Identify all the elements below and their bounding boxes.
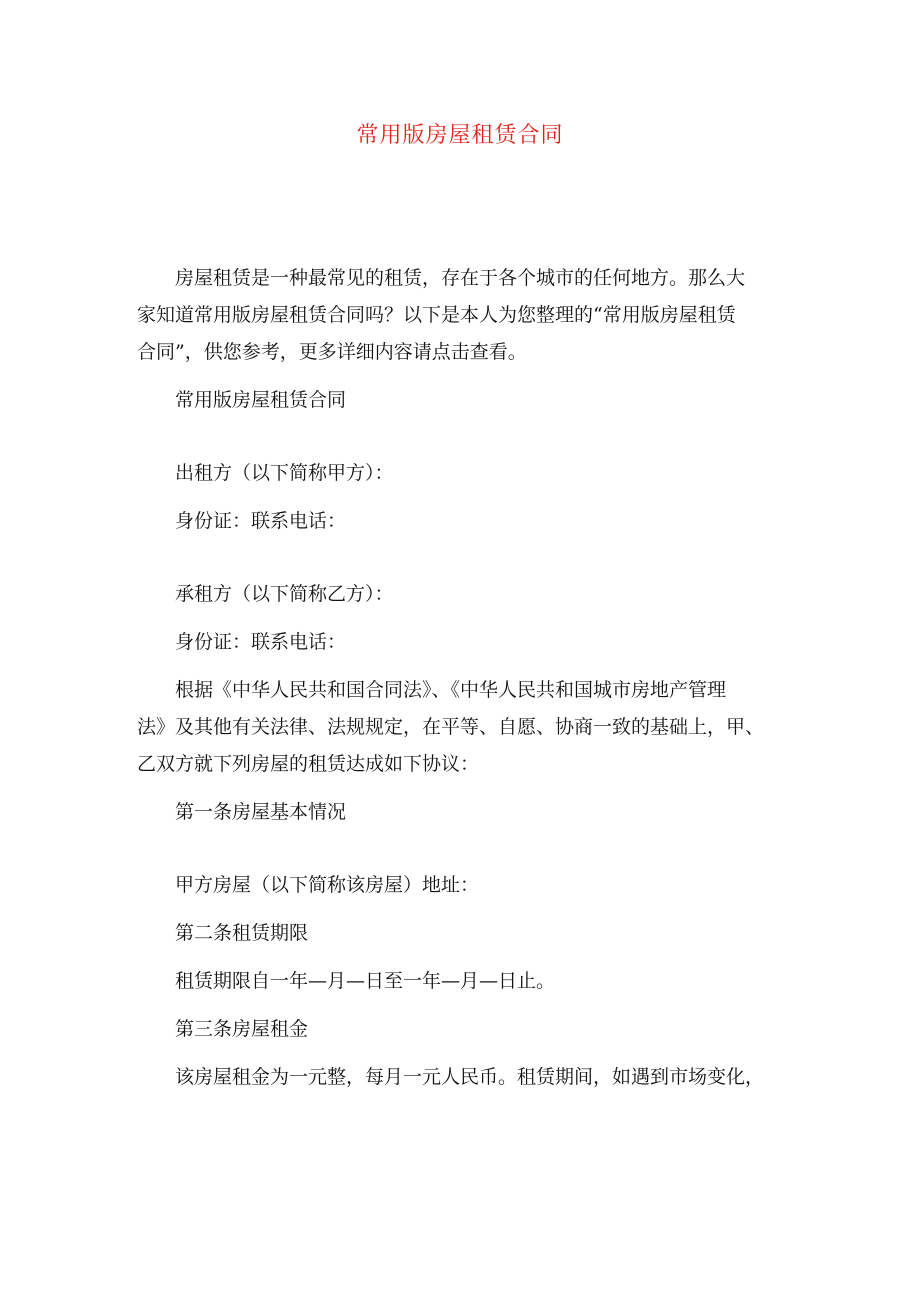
article-1-title: 第一条房屋基本情况 (175, 801, 347, 823)
article-2-title: 第二条租赁期限 (175, 922, 309, 944)
lessee-id-line: 身份证：联系电话： (175, 631, 347, 653)
article-2-text: 租赁期限自一年—月—日至一年—月—日止。 (175, 970, 556, 992)
basis-paragraph (137, 672, 787, 783)
intro-paragraph (137, 260, 787, 371)
article-1-text: 甲方房屋（以下简称该房屋）地址： (175, 874, 480, 896)
intro-line-1: 房屋租赁是一种最常见的租赁，存在于各个城市的任何地方。那么大 (175, 267, 746, 289)
basis-line-3: 乙双方就下列房屋的租赁达成如下协议： (137, 753, 480, 775)
document-body (137, 260, 787, 1096)
document-title: 常用版房屋租赁合同 (356, 123, 564, 148)
subtitle: 常用版房屋租赁合同 (175, 389, 347, 411)
article-3-text: 该房屋租金为一元整，每月一元人民币。租赁期间，如遇到市场变化， (175, 1066, 765, 1088)
lessor-line: 出租方（以下简称甲方）： (175, 462, 394, 484)
intro-line-3: 合同”，供您参考，更多详细内容请点击查看。 (137, 341, 527, 363)
intro-line-2: 家知道常用版房屋租赁合同吗？以下是本人为您整理的“常用版房屋租赁 (137, 304, 736, 326)
article-3-title: 第三条房屋租金 (175, 1018, 309, 1040)
lessor-id-line: 身份证：联系电话： (175, 510, 347, 532)
lessee-line: 承租方（以下简称乙方）： (175, 583, 394, 605)
basis-line-2: 法》及其他有关法律、法规规定，在平等、自愿、协商一致的基础上，甲、 (137, 716, 765, 738)
basis-line-1: 根据《中华人民共和国合同法》、《中华人民共和国城市房地产管理 (175, 679, 727, 701)
